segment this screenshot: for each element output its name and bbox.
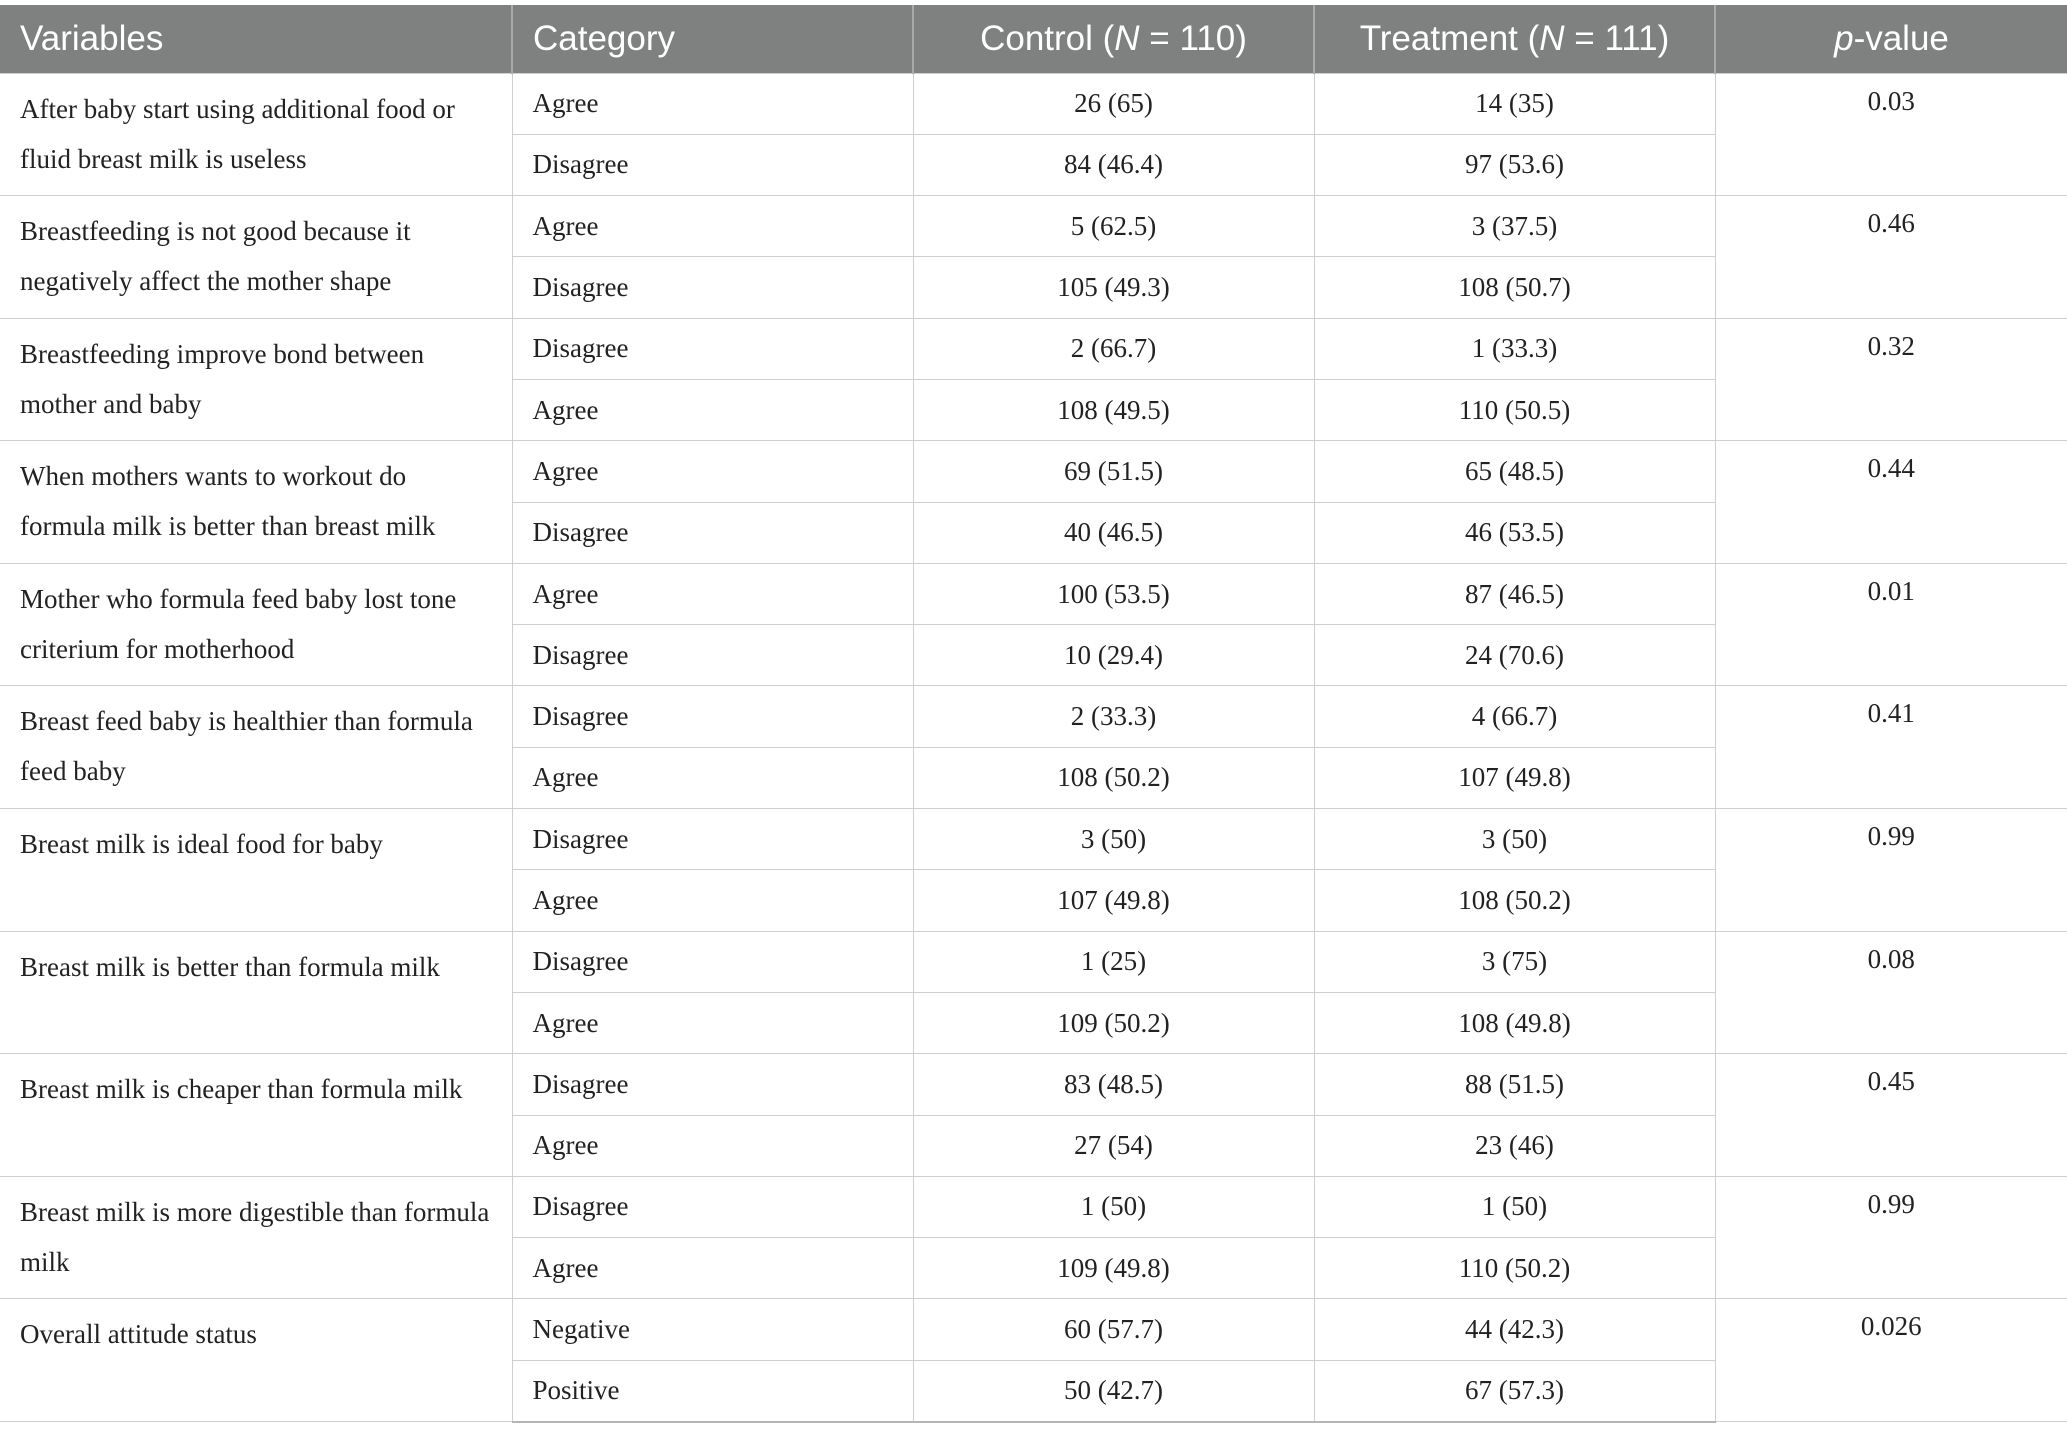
p-value-cell: 0.026	[1715, 1299, 2067, 1422]
control-cell: 108 (49.5)	[913, 379, 1314, 440]
p-value-cell: 0.01	[1715, 563, 2067, 686]
treatment-cell: 3 (37.5)	[1314, 196, 1715, 257]
category-cell: Disagree	[512, 134, 913, 195]
category-cell: Negative	[512, 1299, 913, 1360]
category-cell: Disagree	[512, 1176, 913, 1237]
table-row	[0, 1299, 2067, 1360]
header-control-suffix: = 110)	[1139, 18, 1247, 58]
treatment-cell: 65 (48.5)	[1314, 441, 1715, 502]
category-cell: Disagree	[512, 809, 913, 870]
control-cell: 10 (29.4)	[913, 625, 1314, 686]
control-cell: 108 (50.2)	[913, 747, 1314, 808]
header-p-italic: p	[1834, 18, 1854, 58]
table-row	[0, 196, 2067, 257]
variable-cell: Breast milk is cheaper than formula milk	[0, 1054, 512, 1177]
table-row	[0, 563, 2067, 624]
category-cell: Disagree	[512, 686, 913, 747]
header-p-suffix: -value	[1853, 18, 1949, 58]
treatment-cell: 107 (49.8)	[1314, 747, 1715, 808]
control-cell: 26 (65)	[913, 73, 1314, 134]
variable-cell: Overall attitude status	[0, 1299, 512, 1422]
control-cell: 1 (50)	[913, 1176, 1314, 1237]
treatment-cell: 88 (51.5)	[1314, 1054, 1715, 1115]
control-cell: 60 (57.7)	[913, 1299, 1314, 1360]
table-row	[0, 931, 2067, 992]
treatment-cell: 23 (46)	[1314, 1115, 1715, 1176]
treatment-cell: 108 (50.2)	[1314, 870, 1715, 931]
treatment-cell: 24 (70.6)	[1314, 625, 1715, 686]
control-cell: 100 (53.5)	[913, 563, 1314, 624]
control-cell: 105 (49.3)	[913, 257, 1314, 318]
p-value-cell: 0.41	[1715, 686, 2067, 809]
category-cell: Disagree	[512, 502, 913, 563]
control-cell: 109 (50.2)	[913, 992, 1314, 1053]
header-treatment-prefix: Treatment (	[1359, 18, 1540, 58]
p-value-cell: 0.99	[1715, 1176, 2067, 1299]
header-control-n: N	[1114, 18, 1140, 58]
control-cell: 5 (62.5)	[913, 196, 1314, 257]
category-cell: Agree	[512, 563, 913, 624]
header-treatment-suffix: = 111)	[1564, 18, 1670, 58]
table-body	[0, 73, 2067, 1422]
control-cell: 2 (33.3)	[913, 686, 1314, 747]
control-cell: 40 (46.5)	[913, 502, 1314, 563]
header-control-prefix: Control (	[980, 18, 1115, 58]
variable-cell: Breast milk is more digestible than formula milk	[0, 1176, 512, 1299]
category-cell: Agree	[512, 1115, 913, 1176]
control-cell: 107 (49.8)	[913, 870, 1314, 931]
treatment-cell: 110 (50.2)	[1314, 1238, 1715, 1299]
variable-cell: Breastfeeding improve bond between mother and baby	[0, 318, 512, 441]
table-row	[0, 1054, 2067, 1115]
control-cell: 2 (66.7)	[913, 318, 1314, 379]
header-treatment-n: N	[1539, 18, 1565, 58]
control-cell: 84 (46.4)	[913, 134, 1314, 195]
category-cell: Agree	[512, 196, 913, 257]
header-control	[913, 5, 1314, 73]
treatment-cell: 110 (50.5)	[1314, 379, 1715, 440]
table-row	[0, 809, 2067, 870]
table-row	[0, 73, 2067, 134]
treatment-cell: 3 (50)	[1314, 809, 1715, 870]
treatment-cell: 1 (50)	[1314, 1176, 1715, 1237]
category-cell: Agree	[512, 747, 913, 808]
header-category: Category	[512, 5, 913, 73]
category-cell: Disagree	[512, 625, 913, 686]
header-p-value	[1715, 5, 2067, 73]
control-cell: 69 (51.5)	[913, 441, 1314, 502]
control-cell: 50 (42.7)	[913, 1360, 1314, 1421]
treatment-cell: 97 (53.6)	[1314, 134, 1715, 195]
category-cell: Disagree	[512, 931, 913, 992]
category-cell: Positive	[512, 1360, 913, 1421]
variable-cell: When mothers wants to workout do formula milk is better than breast milk	[0, 441, 512, 564]
table-row	[0, 441, 2067, 502]
header-treatment	[1314, 5, 1715, 73]
header-variables: Variables	[0, 5, 512, 73]
table-row	[0, 686, 2067, 747]
control-cell: 83 (48.5)	[913, 1054, 1314, 1115]
variable-cell: Mother who formula feed baby lost tone criterium for motherhood	[0, 563, 512, 686]
category-cell: Disagree	[512, 1054, 913, 1115]
p-value-cell: 0.32	[1715, 318, 2067, 441]
p-value-cell: 0.44	[1715, 441, 2067, 564]
control-cell: 27 (54)	[913, 1115, 1314, 1176]
category-cell: Agree	[512, 870, 913, 931]
control-cell: 109 (49.8)	[913, 1238, 1314, 1299]
variable-cell: Breast feed baby is healthier than formula feed baby	[0, 686, 512, 809]
treatment-cell: 4 (66.7)	[1314, 686, 1715, 747]
category-cell: Agree	[512, 441, 913, 502]
p-value-cell: 0.46	[1715, 196, 2067, 319]
category-cell: Agree	[512, 1238, 913, 1299]
treatment-cell: 44 (42.3)	[1314, 1299, 1715, 1360]
category-cell: Disagree	[512, 257, 913, 318]
category-cell: Agree	[512, 992, 913, 1053]
treatment-cell: 14 (35)	[1314, 73, 1715, 134]
treatment-cell: 108 (50.7)	[1314, 257, 1715, 318]
attitude-table	[0, 5, 2067, 1423]
variable-cell: After baby start using additional food or fluid breast milk is useless	[0, 73, 512, 196]
treatment-cell: 108 (49.8)	[1314, 992, 1715, 1053]
table-row	[0, 1176, 2067, 1237]
treatment-cell: 87 (46.5)	[1314, 563, 1715, 624]
variable-cell: Breast milk is ideal food for baby	[0, 809, 512, 932]
p-value-cell: 0.08	[1715, 931, 2067, 1054]
category-cell: Agree	[512, 379, 913, 440]
treatment-cell: 3 (75)	[1314, 931, 1715, 992]
category-cell: Agree	[512, 73, 913, 134]
variable-cell: Breastfeeding is not good because it negatively affect the mother shape	[0, 196, 512, 319]
treatment-cell: 67 (57.3)	[1314, 1360, 1715, 1421]
treatment-cell: 46 (53.5)	[1314, 502, 1715, 563]
p-value-cell: 0.45	[1715, 1054, 2067, 1177]
category-cell: Disagree	[512, 318, 913, 379]
variable-cell: Breast milk is better than formula milk	[0, 931, 512, 1054]
treatment-cell: 1 (33.3)	[1314, 318, 1715, 379]
p-value-cell: 0.03	[1715, 73, 2067, 196]
table-row	[0, 318, 2067, 379]
p-value-cell: 0.99	[1715, 809, 2067, 932]
header-row	[0, 5, 2067, 73]
control-cell: 3 (50)	[913, 809, 1314, 870]
control-cell: 1 (25)	[913, 931, 1314, 992]
